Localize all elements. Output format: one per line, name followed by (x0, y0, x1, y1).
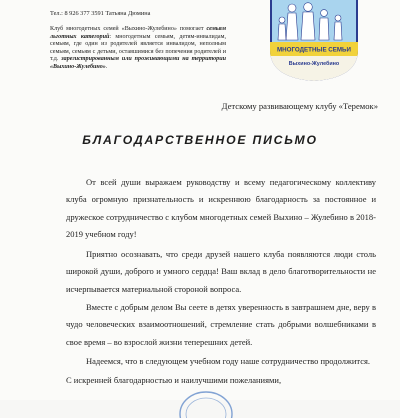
intro-text-1: Клуб многодетных семей «Выхино-Жулебино» помогает (50, 26, 207, 32)
stamp-icon (176, 388, 236, 418)
paragraph-4: Надеемся, что в следующем учебном году наше сотрудничество продолжится. (86, 355, 371, 366)
club-logo (258, 0, 370, 82)
paragraph-3: Вместе с добрым делом Вы сеете в детях уверенность в завтрашнем дне, веру в чудо человеческих взаимоотношений, стремление стать добрыми волшебниками в свое время – во взрослой жизни теперешних детей. (66, 301, 376, 347)
intro-emphasis-2: зарегистрированным или проживающими на территории «Выхино-Жулебино» (50, 56, 226, 70)
closing-line: С искренней благодарностью и наилучшими пожеланиями, (66, 375, 282, 385)
addressee: Детскому развивающему клубу «Теремок» (221, 101, 378, 111)
club-intro (50, 26, 226, 72)
logo-title: МНОГОДЕТНЫЕ СЕМЬИ (277, 46, 351, 54)
paragraph-2: Приятно осознавать, что среди друзей нашего клуба появляются люди столь широкой души, доброго и умного сердца! Ваш вклад в дело благотворительности не исчерпывается материальной стороной вопроса. (66, 248, 376, 294)
intro-emphasis-1: семьям льготных категорий (50, 26, 226, 40)
logo-base (268, 56, 360, 82)
paragraph-1: От всей души выражаем руководству и всему педагогическому коллективу клуба огромную признательность и искреннюю благодарность за постоянное и дружеское сотрудничество с клубом многодетных семей Выхино – Жулебино в 2018-2019 учебном году! (66, 176, 376, 239)
contact-phone: Тел.: 8 926 377 3591 Татьяна Дюмина (50, 10, 151, 17)
logo-subtitle: Выхино-Жулебино (288, 61, 340, 67)
letter-title: БЛАГОДАРСТВЕННОЕ ПИСЬМО (82, 133, 318, 147)
intro-text-2: : многодетным семьям, детям-инвалидам, семьям, где один из родителей является инвалидом, неполным семьям, семьям с детьми, оставшимися без попечения родителей и т.д. (50, 33, 226, 63)
intro-text-3: . (105, 63, 108, 70)
